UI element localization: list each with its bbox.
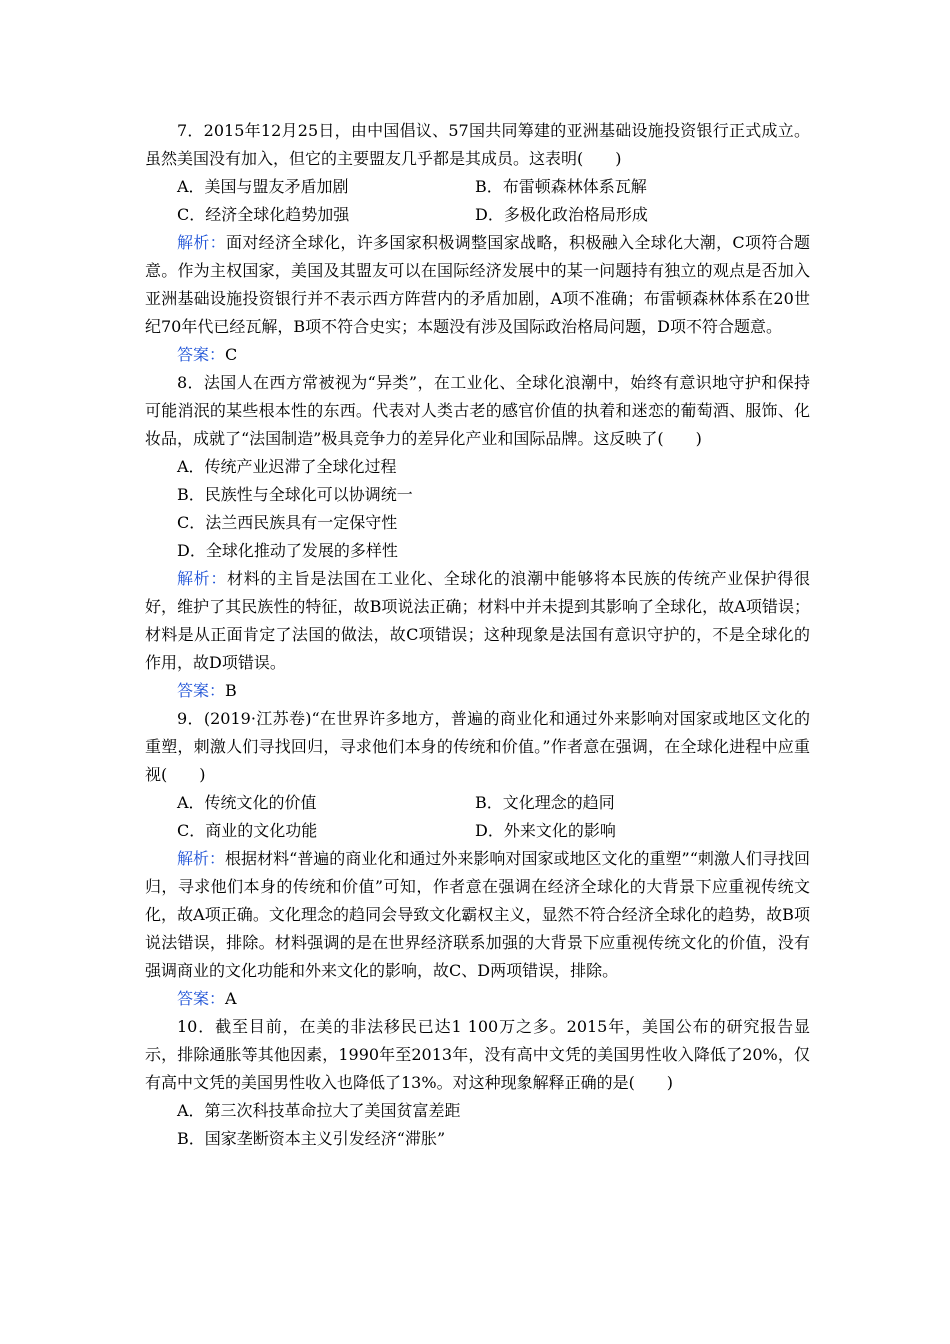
options-row — [145, 173, 810, 201]
question-10 — [145, 1013, 810, 1153]
analysis-label: 解析： — [177, 233, 227, 252]
answer — [145, 677, 810, 705]
answer-value: A — [225, 989, 237, 1008]
answer — [145, 985, 810, 1013]
option-d: D．外来文化的影响 — [475, 821, 616, 840]
option-b: B．国家垄断资本主义引发经济“滞胀” — [177, 1129, 446, 1148]
question-8 — [145, 369, 810, 705]
option-d: D．多极化政治格局形成 — [475, 205, 648, 224]
analysis — [145, 565, 810, 677]
options-row — [145, 817, 810, 845]
option-b: B．文化理念的趋同 — [475, 793, 615, 812]
analysis-text: 材料的主旨是法国在工业化、全球化的浪潮中能够将本民族的传统产业保护得很好，维护了其民族性的特征，故B项说法正确；材料中并未提到其影响了全球化，故A项错误；材料是从正面肯定了法国的做法，故C项错误；这种现象是法国有意识守护的，不是全球化的作用，故D项错误。 — [145, 569, 810, 672]
answer-label: 答案： — [177, 345, 226, 364]
option-b: B．民族性与全球化可以协调统一 — [177, 485, 413, 504]
option-a: A．第三次科技革命拉大了美国贫富差距 — [177, 1101, 461, 1120]
answer-value: C — [225, 345, 238, 364]
question-stem: 10．截至目前，在美的非法移民已达1 100万之多。2015年，美国公布的研究报告显示，排除通胀等其他因素，1990年至2013年，没有高中文凭的美国男性收入降低了20%，仅有高中文凭的美国男性收入也降低了13%。对这种现象解释正确的是( ) — [145, 1017, 810, 1092]
option-a: A．传统文化的价值 — [177, 793, 317, 812]
option-b: B．布雷顿森林体系瓦解 — [475, 177, 647, 196]
option-d: D．全球化推动了发展的多样性 — [177, 541, 398, 560]
option-a: A．传统产业迟滞了全球化过程 — [177, 457, 397, 476]
option-c: C．法兰西民族具有一定保守性 — [177, 513, 398, 532]
question-stem: 8．法国人在西方常被视为“异类”，在工业化、全球化浪潮中，始终有意识地守护和保持可能消泯的某些根本性的东西。代表对人类古老的感官价值的执着和迷恋的葡萄酒、服饰、化妆品，成就了“法国制造”极具竞争力的差异化产业和国际品牌。这反映了( ) — [145, 373, 810, 448]
analysis-label: 解析： — [177, 849, 226, 868]
option-c: C．商业的文化功能 — [177, 821, 318, 840]
analysis — [145, 845, 810, 985]
analysis-label: 解析： — [177, 569, 228, 588]
analysis — [145, 229, 810, 341]
option-c: C．经济全球化趋势加强 — [177, 205, 350, 224]
question-stem: 7．2015年12月25日，由中国倡议、57国共同筹建的亚洲基础设施投资银行正式成立。虽然美国没有加入，但它的主要盟友几乎都是其成员。这表明( ) — [145, 121, 810, 168]
question-9 — [145, 705, 810, 1013]
answer-label: 答案： — [177, 681, 226, 700]
answer-value: B — [225, 681, 237, 700]
question-stem: 9．(2019·江苏卷)“在世界许多地方，普遍的商业化和通过外来影响对国家或地区文化的重塑，刺激人们寻找回归，寻求他们本身的传统和价值。”作者意在强调，在全球化进程中应重视( ) — [145, 709, 810, 784]
option-a: A．美国与盟友矛盾加剧 — [177, 177, 349, 196]
analysis-text: 根据材料“普遍的商业化和通过外来影响对国家或地区文化的重塑”“刺激人们寻找回归，寻求他们本身的传统和价值”可知，作者意在强调在经济全球化的大背景下应重视传统文化，故A项正确。文化理念的趋同会导致文化霸权主义，显然不符合经济全球化的趋势，故B项说法错误，排除。材料强调的是在世界经济联系加强的大背景下应重视传统文化的价值，没有强调商业的文化功能和外来文化的影响，故C、D两项错误，排除。 — [145, 849, 810, 980]
analysis-text: 面对经济全球化，许多国家积极调整国家战略，积极融入全球化大潮，C项符合题意。作为主权国家，美国及其盟友可以在国际经济发展中的某一问题持有独立的观点是否加入亚洲基础设施投资银行并不表示西方阵营内的矛盾加剧，A项不准确；布雷顿森林体系在20世纪70年代已经瓦解，B项不符合史实；本题没有涉及国际政治格局问题，D项不符合题意。 — [145, 233, 810, 336]
options-row — [145, 789, 810, 817]
document-page — [145, 117, 810, 1153]
question-7 — [145, 117, 810, 369]
answer — [145, 341, 810, 369]
answer-label: 答案： — [177, 989, 226, 1008]
options-row — [145, 201, 810, 229]
